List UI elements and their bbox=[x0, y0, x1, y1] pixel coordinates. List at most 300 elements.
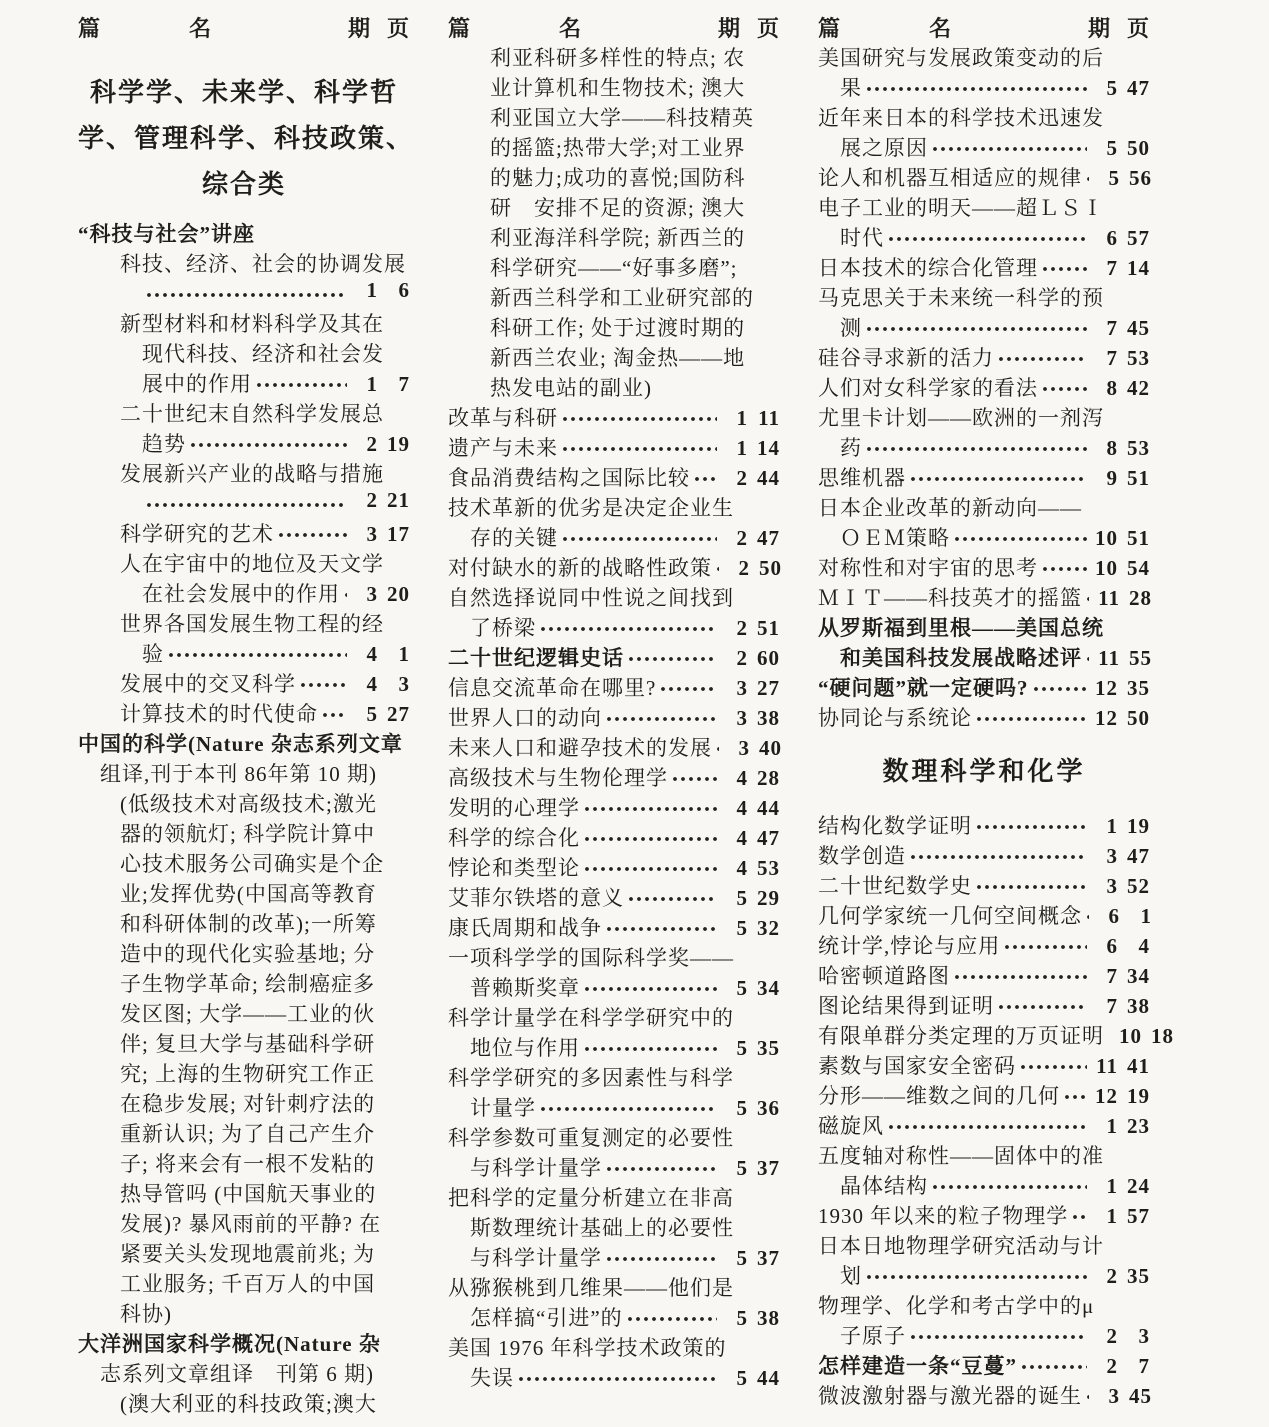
index-entry-line bbox=[818, 282, 1150, 312]
entry-title: 美国研究与发展政策变动的后 bbox=[818, 46, 1104, 70]
entry-title: 重新认识; 为了自己产生介 bbox=[120, 1122, 376, 1146]
index-entry-line bbox=[78, 1238, 410, 1268]
leader-spacer bbox=[384, 1208, 407, 1238]
leader-spacer bbox=[1107, 402, 1147, 432]
index-entry-line bbox=[78, 488, 410, 518]
index-entry-line bbox=[448, 1332, 780, 1362]
index-entry-line bbox=[448, 132, 780, 162]
page-number: 1 bbox=[398, 642, 410, 666]
page-number: 47 bbox=[1127, 76, 1150, 100]
entry-title: 几何学家统一几何空间概念 bbox=[818, 904, 1082, 928]
index-entry-line bbox=[448, 942, 780, 972]
issue-number: 5 bbox=[736, 976, 748, 1000]
entry-title: 研 安排不足的资源; 澳大 bbox=[490, 196, 746, 220]
page-number: 29 bbox=[757, 886, 780, 910]
entry-title: 晶体结构 bbox=[840, 1174, 928, 1198]
entry-title: 近年来日本的科学技术迅速发 bbox=[818, 106, 1104, 130]
entry-title: 与科学计量学 bbox=[470, 1246, 602, 1270]
entry-title: 的魅力;成功的喜悦;国防科 bbox=[490, 166, 746, 190]
section-heading: 学、管理科学、科技政策、 bbox=[78, 124, 415, 153]
index-entry-line bbox=[818, 1020, 1174, 1050]
page-number: 34 bbox=[1127, 964, 1150, 988]
page-number: 34 bbox=[757, 976, 780, 1000]
page-number: 57 bbox=[1127, 226, 1150, 250]
entry-title: 时代 bbox=[840, 226, 884, 250]
entry-title: 展之原因 bbox=[840, 136, 928, 160]
leader-spacer bbox=[387, 308, 407, 338]
issue-number: 11 bbox=[1098, 586, 1120, 610]
leader-spacer bbox=[748, 222, 777, 252]
index-entry-line bbox=[448, 642, 780, 672]
leader-dots bbox=[1063, 1080, 1087, 1110]
index-entry-line bbox=[818, 1050, 1150, 1080]
leader-spacer bbox=[737, 492, 777, 522]
page-number: 50 bbox=[1127, 706, 1150, 730]
page-number: 28 bbox=[1129, 586, 1152, 610]
leader-spacer bbox=[378, 1028, 407, 1058]
issue-number: 6 bbox=[1108, 904, 1120, 928]
index-entry-line bbox=[78, 338, 410, 368]
index-entry-line bbox=[818, 642, 1150, 672]
entry-title: 存的关键 bbox=[470, 526, 558, 550]
page-number: 35 bbox=[1127, 1264, 1150, 1288]
issue-number: 2 bbox=[736, 646, 748, 670]
leader-spacer bbox=[380, 908, 407, 938]
issue-number: 2 bbox=[366, 432, 378, 456]
entry-title: ＭＩＴ——科技英才的摇篮 bbox=[818, 586, 1082, 610]
page-number: 45 bbox=[1129, 1384, 1152, 1408]
page-number: 32 bbox=[757, 916, 780, 940]
leader-dots bbox=[583, 792, 717, 822]
entry-title: 信息交流革命在哪里? bbox=[448, 676, 657, 700]
issue-number: 11 bbox=[1096, 1054, 1118, 1078]
issue-number: 4 bbox=[736, 766, 748, 790]
entry-title: 计量学 bbox=[470, 1096, 536, 1120]
issue-number: 2 bbox=[738, 556, 750, 580]
issue-number: 5 bbox=[1106, 76, 1118, 100]
issue-number: 1 bbox=[736, 436, 748, 460]
leader-spacer bbox=[409, 248, 413, 278]
entry-title: 1930 年以来的粒子物理学 bbox=[818, 1204, 1069, 1228]
header-label-issue: 期 bbox=[717, 16, 741, 41]
index-entry-line bbox=[78, 578, 410, 608]
index-entry-line bbox=[78, 548, 410, 578]
issue-number: 3 bbox=[736, 676, 748, 700]
entry-title: 利亚国立大学——科技精英 bbox=[490, 106, 754, 130]
entry-title: 地位与作用 bbox=[470, 1036, 580, 1060]
entry-title: 改革与科研 bbox=[448, 406, 558, 430]
entry-title: “科技与社会”讲座 bbox=[78, 222, 255, 246]
page-number: 47 bbox=[757, 526, 780, 550]
entry-title: 在稳步发展; 对针刺疗法的 bbox=[120, 1092, 376, 1116]
issue-number: 2 bbox=[1106, 1264, 1118, 1288]
index-entry-line bbox=[448, 822, 780, 852]
entry-title: 世界人口的动向 bbox=[448, 706, 602, 730]
header-label-name: 名 bbox=[929, 16, 953, 41]
entry-title: 了桥梁 bbox=[470, 616, 536, 640]
entry-title: 紧要关头发现地震前兆; 为 bbox=[120, 1242, 376, 1266]
leader-dots bbox=[583, 972, 717, 1002]
leader-dots bbox=[909, 840, 1087, 870]
entry-title: 子原子 bbox=[840, 1324, 906, 1348]
header-label-title: 篇 bbox=[78, 16, 102, 41]
index-entry-line bbox=[448, 1362, 780, 1392]
leader-spacer bbox=[387, 848, 407, 878]
leader-dots bbox=[931, 1170, 1087, 1200]
entry-title: 计算技术的时代使命 bbox=[120, 702, 318, 726]
index-entry-line bbox=[78, 368, 410, 398]
index-entry-line bbox=[818, 1230, 1150, 1260]
entry-title: 发区图; 大学——工业的伙 bbox=[120, 1002, 376, 1026]
leader-dots bbox=[561, 432, 717, 462]
entry-title: 美国 1976 年科学技术政策的 bbox=[448, 1336, 727, 1360]
page-number: 53 bbox=[1127, 346, 1150, 370]
leader-dots bbox=[343, 578, 347, 608]
entry-title: 二十世纪数学史 bbox=[818, 874, 972, 898]
leader-dots bbox=[1041, 252, 1087, 282]
leader-dots bbox=[583, 1032, 717, 1062]
index-entry-line bbox=[818, 582, 1150, 612]
leader-dots bbox=[887, 222, 1087, 252]
index-entry-line bbox=[78, 758, 410, 788]
leader-dots bbox=[887, 1110, 1087, 1140]
page-number: 45 bbox=[1127, 316, 1150, 340]
leader-spacer bbox=[387, 608, 407, 638]
issue-number: 1 bbox=[1106, 1114, 1118, 1138]
leader-spacer bbox=[378, 1268, 407, 1298]
leader-dots bbox=[627, 882, 717, 912]
page-number: 53 bbox=[1127, 436, 1150, 460]
leader-dots bbox=[189, 428, 347, 458]
index-entry-line bbox=[78, 1358, 410, 1388]
entry-title: 数学创造 bbox=[818, 844, 906, 868]
leader-spacer bbox=[387, 548, 407, 578]
index-entry-line bbox=[448, 252, 780, 282]
index-entry-line bbox=[818, 840, 1150, 870]
leader-dots bbox=[715, 732, 719, 762]
entry-title: 与科学计量学 bbox=[470, 1156, 602, 1180]
leader-spacer bbox=[1107, 42, 1147, 72]
entry-title: 伴; 复旦大学与基础科学研 bbox=[120, 1032, 376, 1056]
index-entry-line bbox=[78, 788, 410, 818]
entry-title: 大洋洲国家科学概况(Nature 杂 bbox=[78, 1332, 381, 1356]
leader-spacer bbox=[1107, 102, 1147, 132]
index-entry-line bbox=[78, 428, 410, 458]
entry-title: 热导管吗 (中国航天事业的 bbox=[120, 1182, 377, 1206]
index-entry-line bbox=[818, 132, 1150, 162]
leader-dots bbox=[583, 852, 717, 882]
index-entry-line bbox=[78, 308, 410, 338]
issue-number: 11 bbox=[1098, 646, 1120, 670]
index-entry-line bbox=[818, 900, 1150, 930]
header-label-page: 页 bbox=[1126, 16, 1150, 41]
leader-spacer bbox=[378, 1118, 407, 1148]
column-left bbox=[78, 12, 415, 1418]
entry-title: 现代科技、经济和社会发 bbox=[142, 342, 384, 366]
leader-spacer bbox=[730, 1332, 778, 1362]
index-entry-line bbox=[448, 1002, 780, 1032]
entry-title: 论人和机器互相适应的规律 bbox=[818, 166, 1082, 190]
index-entry-line bbox=[448, 732, 780, 762]
index-entry-line bbox=[78, 998, 410, 1028]
leader-spacer bbox=[380, 1388, 407, 1418]
page-number: 23 bbox=[1127, 1114, 1150, 1138]
leader-dots bbox=[605, 912, 717, 942]
index-entry-line bbox=[78, 218, 410, 248]
index-entry-line bbox=[448, 702, 780, 732]
leader-spacer bbox=[258, 218, 407, 248]
leader-dots bbox=[605, 1242, 717, 1272]
index-entry-line bbox=[78, 1148, 410, 1178]
leader-spacer bbox=[378, 938, 407, 968]
page-number: 35 bbox=[757, 1036, 780, 1060]
index-entry-line bbox=[448, 102, 780, 132]
entry-title: 热发电站的副业) bbox=[490, 376, 652, 400]
page-number: 50 bbox=[1127, 136, 1150, 160]
index-entry-line bbox=[448, 762, 780, 792]
index-entry-line bbox=[448, 1212, 780, 1242]
leader-dots bbox=[626, 1302, 717, 1332]
spacer bbox=[78, 208, 410, 218]
index-entry-line bbox=[78, 398, 410, 428]
index-entry-line bbox=[818, 72, 1150, 102]
issue-number: 7 bbox=[1106, 256, 1118, 280]
entry-title: 有限单群分类定理的万页证明 bbox=[818, 1024, 1104, 1048]
issue-number: 2 bbox=[736, 466, 748, 490]
leader-dots bbox=[909, 462, 1087, 492]
index-entry-line bbox=[818, 252, 1150, 282]
column-header bbox=[818, 12, 1150, 42]
index-entry-line bbox=[448, 462, 780, 492]
page-number: 18 bbox=[1151, 1024, 1174, 1048]
entry-title: 图论结果得到证明 bbox=[818, 994, 994, 1018]
entry-title: 究; 上海的生物研究工作正 bbox=[120, 1062, 376, 1086]
leader-spacer bbox=[378, 1058, 407, 1088]
entry-title: 心技术服务公司确实是个企 bbox=[120, 852, 384, 876]
page-number: 54 bbox=[1127, 556, 1150, 580]
index-entry-line bbox=[818, 552, 1150, 582]
index-entry-line bbox=[78, 1388, 410, 1418]
section-heading: 科学学、未来学、科学哲 bbox=[89, 78, 398, 107]
entry-title: 趋势 bbox=[142, 432, 186, 456]
issue-number: 8 bbox=[1106, 436, 1118, 460]
entry-title: 从罗斯福到里根——美国总统 bbox=[818, 616, 1104, 640]
issue-number: 5 bbox=[736, 1156, 748, 1180]
entry-title: 人在宇宙中的地位及天文学 bbox=[120, 552, 384, 576]
index-entry-line bbox=[448, 432, 780, 462]
issue-number: 1 bbox=[1106, 1174, 1118, 1198]
entry-title: 哈密顿道路图 bbox=[818, 964, 950, 988]
index-entry-line bbox=[78, 1208, 410, 1238]
entry-title: 和科研体制的改革);一所筹 bbox=[120, 912, 377, 936]
leader-dots bbox=[277, 518, 347, 548]
leader-spacer bbox=[740, 252, 777, 282]
entry-title: 子生物学革命; 绘制癌症多 bbox=[120, 972, 376, 996]
leader-spacer bbox=[380, 878, 407, 908]
leader-spacer bbox=[1107, 192, 1147, 222]
entry-title: 新西兰农业; 淘金热——地 bbox=[490, 346, 746, 370]
page-number: 37 bbox=[757, 1156, 780, 1180]
index-entry-line bbox=[818, 1200, 1150, 1230]
entry-title: 遗产与未来 bbox=[448, 436, 558, 460]
leader-dots bbox=[561, 402, 717, 432]
index-entry-line bbox=[818, 702, 1150, 732]
leader-dots bbox=[997, 342, 1087, 372]
index-entry-line bbox=[78, 848, 410, 878]
issue-number: 5 bbox=[736, 1246, 748, 1270]
leader-spacer bbox=[378, 818, 407, 848]
index-entry-line bbox=[448, 972, 780, 1002]
column-header bbox=[448, 12, 780, 42]
entry-title: 果 bbox=[840, 76, 862, 100]
index-entry-line bbox=[78, 1088, 410, 1118]
issue-number: 1 bbox=[366, 278, 378, 302]
entry-title: 志系列文章组译 刊第 6 期) bbox=[100, 1362, 374, 1386]
entry-title: 怎样搞“引进”的 bbox=[470, 1306, 623, 1330]
index-entry-line bbox=[448, 912, 780, 942]
entry-title: 器的领航灯; 科学院计算中 bbox=[120, 822, 376, 846]
entry-title: 马克思关于未来统一科学的预 bbox=[818, 286, 1104, 310]
index-entry-line bbox=[818, 1080, 1150, 1110]
leader-dots bbox=[865, 432, 1087, 462]
page-number: 51 bbox=[1127, 526, 1150, 550]
leader-spacer bbox=[378, 998, 407, 1028]
index-entry-line bbox=[78, 1178, 410, 1208]
header-label-title: 篇 bbox=[818, 16, 842, 41]
entry-title: 业计算机和生物技术; 澳大 bbox=[490, 76, 746, 100]
index-entry-line bbox=[818, 1170, 1150, 1200]
entry-title: 和美国科技发展战略述评 bbox=[840, 646, 1082, 670]
index-entry-line bbox=[78, 728, 410, 758]
index-entry-line bbox=[818, 960, 1150, 990]
issue-number: 7 bbox=[1106, 316, 1118, 340]
leader-spacer bbox=[737, 1122, 777, 1152]
entry-title: 工业服务; 千百万人的中国 bbox=[120, 1272, 376, 1296]
page-number: 44 bbox=[757, 466, 780, 490]
page-number: 38 bbox=[757, 1306, 780, 1330]
issue-number: 2 bbox=[366, 488, 378, 512]
entry-title: 利亚科研多样性的特点; 农 bbox=[490, 46, 746, 70]
leader-dots bbox=[605, 702, 717, 732]
header-label-issue: 期 bbox=[1087, 16, 1111, 41]
entry-title: 尤里卡计划——欧洲的一剂泻 bbox=[818, 406, 1104, 430]
index-entry-line bbox=[818, 1320, 1150, 1350]
leader-dots bbox=[659, 672, 717, 702]
page-number: 6 bbox=[398, 278, 410, 302]
index-entry-line bbox=[448, 1122, 780, 1152]
entry-title: 自然选择说同中性说之间找到 bbox=[448, 586, 734, 610]
page-number: 52 bbox=[1127, 874, 1150, 898]
entry-title: 从猕猴桃到几维果——他们是 bbox=[448, 1276, 734, 1300]
page-number: 28 bbox=[757, 766, 780, 790]
leader-spacer bbox=[757, 282, 777, 312]
entry-title: 康氏周期和战争 bbox=[448, 916, 602, 940]
index-entry-line bbox=[448, 312, 780, 342]
entry-title: (澳大利亚的科技政策;澳大 bbox=[120, 1392, 377, 1416]
leader-dots bbox=[1085, 1380, 1089, 1410]
page-number: 56 bbox=[1129, 166, 1152, 190]
issue-number: 3 bbox=[366, 522, 378, 546]
index-entry-line bbox=[448, 1302, 780, 1332]
leader-dots bbox=[299, 668, 347, 698]
index-entry-line bbox=[78, 818, 410, 848]
column-right bbox=[818, 12, 1174, 1418]
leader-spacer bbox=[737, 1062, 777, 1092]
index-entry-line bbox=[818, 402, 1150, 432]
leader-dots bbox=[1041, 372, 1087, 402]
issue-number: 2 bbox=[1106, 1324, 1118, 1348]
issue-number: 3 bbox=[1106, 874, 1118, 898]
issue-number: 1 bbox=[1106, 1204, 1118, 1228]
issue-number: 4 bbox=[366, 642, 378, 666]
leader-dots bbox=[605, 1152, 717, 1182]
entry-title: 中国的科学(Nature 杂志系列文章 bbox=[78, 732, 403, 756]
leader-dots bbox=[561, 522, 717, 552]
page-number: 51 bbox=[757, 616, 780, 640]
index-entry-line bbox=[818, 342, 1150, 372]
entry-title: 思维机器 bbox=[818, 466, 906, 490]
index-entry-line bbox=[448, 1272, 780, 1302]
entry-title: 电子工业的明天——超ＬＳＩ bbox=[818, 196, 1104, 220]
index-entry-line bbox=[818, 990, 1150, 1020]
leader-spacer bbox=[737, 582, 777, 612]
column-middle bbox=[448, 12, 780, 1418]
index-entry-line bbox=[448, 1062, 780, 1092]
entry-title: 验 bbox=[142, 642, 164, 666]
leader-spacer bbox=[748, 72, 777, 102]
index-entry-line bbox=[818, 312, 1150, 342]
leader-dots bbox=[1085, 642, 1089, 672]
issue-number: 4 bbox=[736, 856, 748, 880]
index-entry-line bbox=[818, 1110, 1150, 1140]
index-entry-line bbox=[448, 342, 780, 372]
index-entry-line bbox=[818, 492, 1150, 522]
index-entry-line bbox=[448, 672, 780, 702]
leader-spacer bbox=[387, 338, 407, 368]
leader-dots bbox=[1003, 930, 1087, 960]
issue-number: 3 bbox=[736, 706, 748, 730]
index-entry-line bbox=[448, 282, 780, 312]
page-number: 53 bbox=[757, 856, 780, 880]
page-number: 4 bbox=[1138, 934, 1150, 958]
entry-title: 世界各国发展生物工程的经 bbox=[120, 612, 384, 636]
page-number: 19 bbox=[387, 432, 410, 456]
entry-title: 日本日地物理学研究活动与计 bbox=[818, 1234, 1104, 1258]
leader-spacer bbox=[387, 458, 407, 488]
issue-number: 6 bbox=[1106, 934, 1118, 958]
leader-spacer bbox=[757, 102, 777, 132]
entry-title: 新西兰科学和工业研究部的 bbox=[490, 286, 754, 310]
index-entry-line bbox=[818, 672, 1150, 702]
entry-title: 科协) bbox=[120, 1302, 172, 1326]
leader-spacer bbox=[737, 942, 777, 972]
index-entry-line bbox=[448, 1032, 780, 1062]
index-entry-line bbox=[818, 1290, 1150, 1320]
leader-spacer bbox=[379, 1178, 407, 1208]
issue-number: 1 bbox=[736, 406, 748, 430]
index-entry-line bbox=[448, 882, 780, 912]
index-entry-line bbox=[818, 102, 1150, 132]
index-entry-line bbox=[448, 1242, 780, 1272]
leader-dots bbox=[693, 462, 717, 492]
issue-number: 4 bbox=[736, 826, 748, 850]
leader-dots bbox=[1041, 552, 1087, 582]
leader-dots bbox=[167, 638, 347, 668]
header-label-page: 页 bbox=[756, 16, 780, 41]
leader-spacer bbox=[384, 1328, 407, 1358]
entry-title: 科学学研究的多因素性与科学 bbox=[448, 1066, 734, 1090]
leader-dots bbox=[953, 960, 1087, 990]
